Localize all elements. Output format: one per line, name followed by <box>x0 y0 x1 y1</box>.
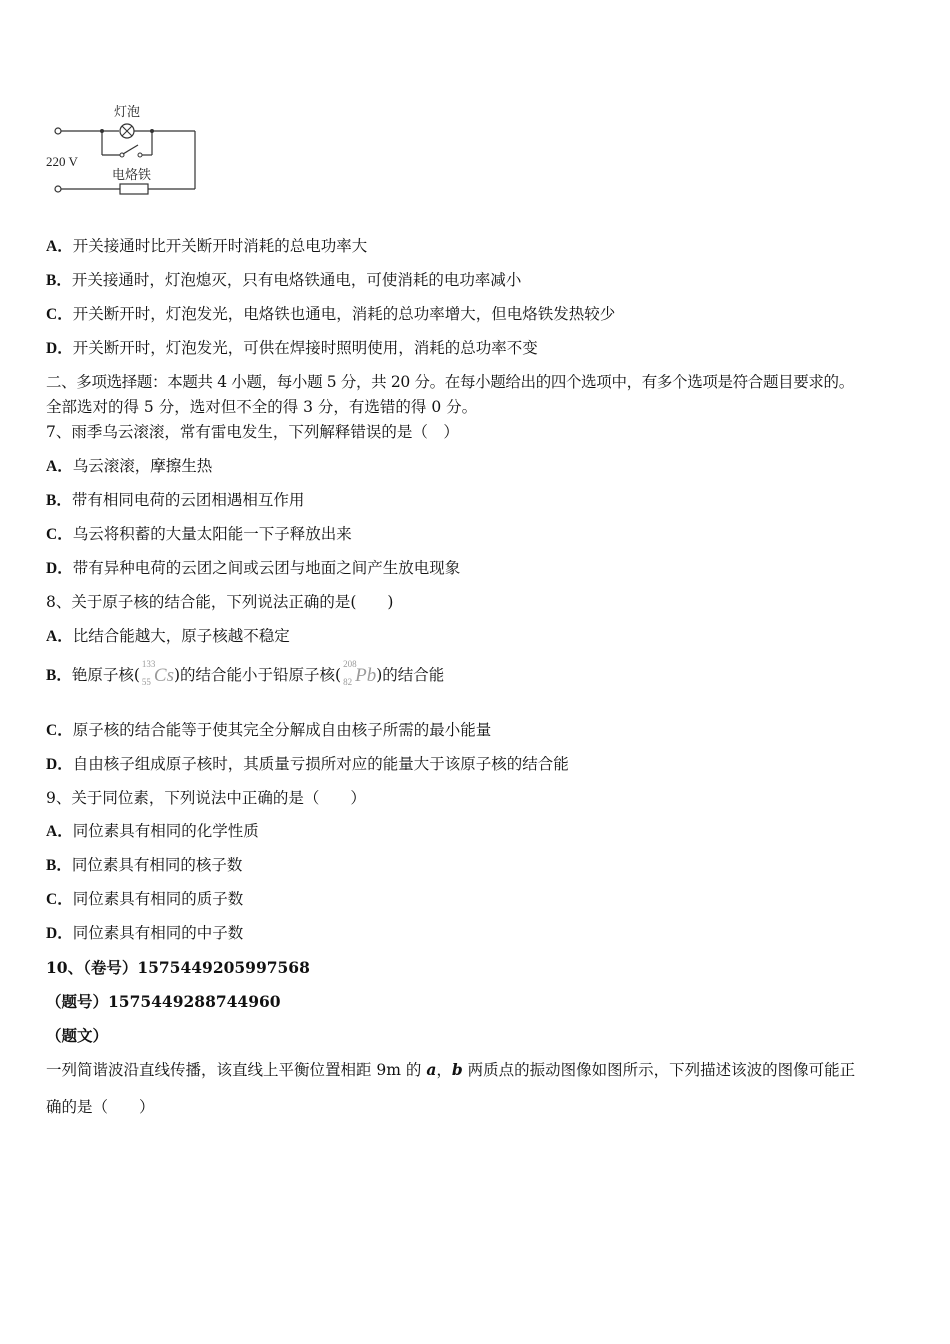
q8-option-c <box>46 720 491 741</box>
q8-option-d <box>46 754 569 775</box>
option-text: 开关断开时，灯泡发光，可供在焊接时照明使用，消耗的总功率不变 <box>72 339 538 357</box>
cs-atomic-number: 55 <box>141 677 151 687</box>
q8-option-b <box>46 659 445 690</box>
option-letter: D． <box>46 560 73 577</box>
option-text: 开关断开时，灯泡发光，电烙铁也通电，消耗的总功率增大，但电烙铁发热较少 <box>72 305 616 323</box>
q10-body-line1 <box>46 1060 855 1080</box>
option-text: 自由核子组成原子核时，其质量亏损所对应的能量大于该原子核的结合能 <box>72 755 569 773</box>
option-text: 开关接通时，灯泡熄灭，只有电烙铁通电，可使消耗的电功率减小 <box>71 271 522 289</box>
q7-option-c <box>46 524 352 545</box>
option-letter: A． <box>46 823 73 840</box>
q6-option-b <box>46 270 521 291</box>
cs-symbol: Cs <box>153 665 174 686</box>
option-text: 乌云将积蓄的大量太阳能一下子释放出来 <box>72 525 352 543</box>
option-letter: C． <box>46 306 73 323</box>
option-text: 比结合能越大，原子核越不稳定 <box>72 627 290 645</box>
terminal-bottom <box>55 186 61 192</box>
switch-contact-right <box>138 153 142 157</box>
q6-option-c <box>46 304 615 325</box>
iron-label: 电烙铁 <box>112 167 152 182</box>
option-text: 带有相同电荷的云团相遇相互作用 <box>71 491 305 509</box>
option-text: 原子核的结合能等于使其完全分解成自由核子所需的最小能量 <box>72 721 492 739</box>
comma: ， <box>436 1061 452 1079</box>
q10-question-id: （题号）1575449288744960 <box>46 992 281 1011</box>
q6-option-a <box>46 236 367 257</box>
q10-text-label: （题文） <box>46 1026 109 1045</box>
option-letter: C． <box>46 722 73 739</box>
q7-option-d <box>46 558 460 579</box>
lead-nuclide <box>341 659 377 690</box>
option-text: 同位素具有相同的质子数 <box>72 890 244 908</box>
option-letter: A． <box>46 238 73 255</box>
terminal-top <box>55 128 61 134</box>
option-letter: B． <box>46 857 72 874</box>
option-letter: B． <box>46 492 72 509</box>
option-text: 同位素具有相同的化学性质 <box>72 822 259 840</box>
option-letter: C． <box>46 526 73 543</box>
var-a: a <box>426 1060 437 1079</box>
option-text: 带有异种电荷的云团之间或云团与地面之间产生放电现象 <box>72 559 461 577</box>
section2-header-line1: 二、多项选择题：本题共 4 小题，每小题 5 分，共 20 分。在每小题给出的四个选项中，有多个选项是符合题目要求的。 <box>46 373 854 391</box>
circuit-diagram <box>40 100 210 200</box>
option-text-mid: )的结合能小于铅原子核( <box>173 666 342 684</box>
pb-symbol: Pb <box>355 665 377 686</box>
option-text-post: )的结合能 <box>376 666 445 684</box>
pb-atomic-number: 82 <box>343 677 353 687</box>
q9-option-d <box>46 923 243 944</box>
iron-resistor <box>120 184 148 194</box>
option-letter: C． <box>46 891 73 908</box>
q9-stem: 9、关于同位素，下列说法中正确的是（ ） <box>46 789 366 807</box>
option-letter: D． <box>46 756 73 773</box>
q7-option-b <box>46 490 304 511</box>
option-letter: D． <box>46 340 73 357</box>
option-letter: D． <box>46 925 73 942</box>
option-text: 同位素具有相同的核子数 <box>71 856 243 874</box>
option-text-pre: 铯原子核( <box>71 666 140 684</box>
q10-body-line2: 确的是（ ） <box>46 1098 155 1116</box>
cs-mass-number: 133 <box>141 659 156 669</box>
lamp-label: 灯泡 <box>114 104 141 119</box>
body-pre: 一列简谐波沿直线传播，该直线上平衡位置相距 9m 的 <box>46 1061 427 1079</box>
voltage-label: 220 V <box>46 154 78 169</box>
option-letter: A． <box>46 458 73 475</box>
option-letter: B． <box>46 272 72 289</box>
q9-option-a <box>46 821 259 842</box>
q9-option-c <box>46 889 243 910</box>
q8-stem: 8、关于原子核的结合能，下列说法正确的是( ) <box>46 593 394 611</box>
pb-mass-number: 208 <box>343 659 357 669</box>
q6-option-d <box>46 338 538 359</box>
body-post: 两质点的振动图像如图所示，下列描述该波的图像可能正 <box>462 1061 856 1079</box>
option-letter: B． <box>46 667 72 684</box>
cesium-nuclide <box>140 659 174 690</box>
q7-option-a <box>46 456 212 477</box>
switch-blade <box>123 145 138 154</box>
option-text: 同位素具有相同的中子数 <box>72 924 244 942</box>
option-letter: A． <box>46 628 73 645</box>
q9-option-b <box>46 855 242 876</box>
option-text: 乌云滚滚，摩擦生热 <box>72 457 213 475</box>
q10-paper-id: 10、（卷号）1575449205997568 <box>46 958 310 977</box>
section2-header-line2: 全部选对的得 5 分，选对但不全的得 3 分，有选错的得 0 分。 <box>46 398 478 416</box>
q8-option-a <box>46 626 290 647</box>
option-text: 开关接通时比开关断开时消耗的总电功率大 <box>72 237 368 255</box>
q7-stem: 7、雨季乌云滚滚，常有雷电发生，下列解释错误的是（ ） <box>46 423 459 441</box>
var-b: b <box>451 1060 463 1079</box>
